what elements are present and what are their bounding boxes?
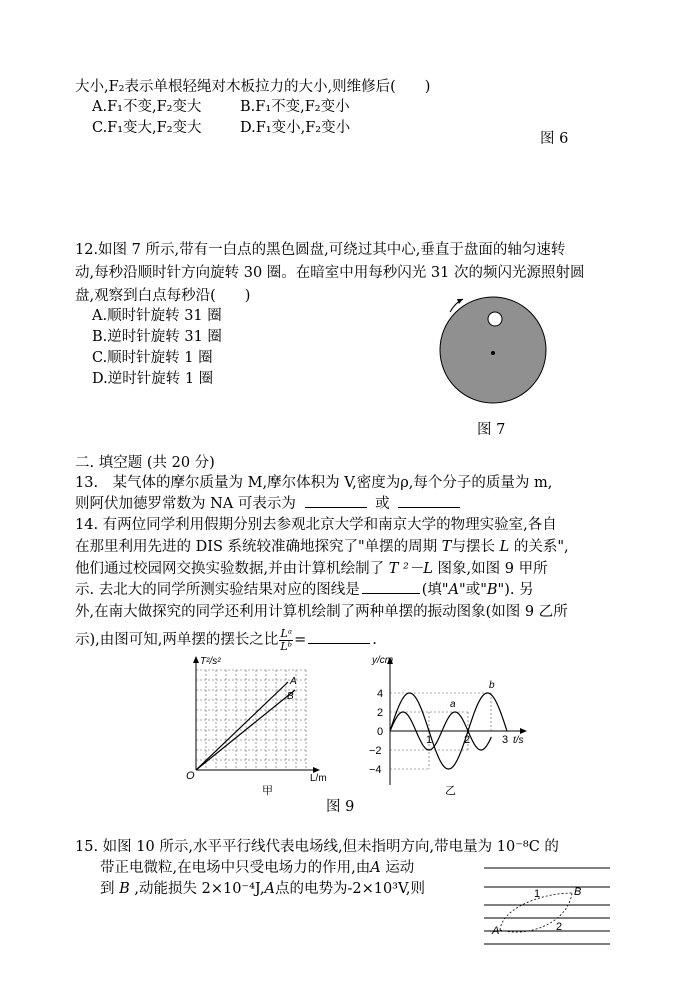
- q14-answer-blank-2[interactable]: [308, 643, 370, 644]
- q11-option-b: B.F₁不变,F₂变小: [240, 99, 350, 115]
- q12-option-c: C.顺时针旋转 1 圈: [92, 350, 213, 366]
- q14-line-6: [75, 628, 377, 652]
- q12-option-d: D.逆时针旋转 1 圈: [92, 371, 214, 387]
- q13-line-1: 13. 某气体的摩尔质量为 M,摩尔体积为 V,密度为ρ,每个分子的质量为 m,: [75, 475, 553, 491]
- q15-line-3: [100, 882, 425, 897]
- q14-text: 图象,如图 9 甲所: [432, 561, 548, 577]
- path-1-label: 1: [534, 888, 541, 900]
- figure-7-disk: [438, 290, 558, 410]
- line-A-label: A: [290, 676, 297, 687]
- q14-text: =: [294, 632, 307, 649]
- q13-answer-blank-2[interactable]: [398, 507, 460, 508]
- q14-text: 在那里利用先进的 DIS 系统较准确地探究了"单摆的周期: [75, 539, 442, 555]
- q14-text: "). 另: [497, 582, 534, 598]
- q11-option-d: D.F₁变小,F₂变小: [240, 120, 351, 136]
- q14-text: 示. 去北大的同学所测实验结果对应的图线是: [75, 582, 360, 598]
- q14-line-5: 外,在南大做探究的同学还利用计算机绘制了两种单摆的振动图象(如图 9 乙所: [75, 604, 568, 620]
- q14-text: "或": [459, 582, 487, 598]
- q14-line-2: [75, 540, 569, 555]
- q14-var-B: B: [486, 582, 498, 598]
- q14-line-4: [75, 583, 534, 598]
- figure-7-caption: 图 7: [477, 422, 506, 438]
- q14-var-A: A: [448, 582, 460, 598]
- figure-9-caption: 图 9: [326, 799, 355, 815]
- q15-text: 运动: [380, 860, 415, 876]
- curve-b-label: b: [489, 680, 495, 691]
- q14-text: 示),由图可知,两单摆的摆长之比: [75, 632, 279, 649]
- y-tick-2: 2: [377, 707, 384, 719]
- q15-var-A: A: [370, 860, 381, 876]
- q15-var-A: A: [264, 881, 275, 897]
- q15-var-B: B: [119, 881, 130, 897]
- right-x-label: t/s: [513, 735, 524, 746]
- left-origin-label: O: [186, 770, 195, 782]
- left-y-label: T²/s²: [200, 656, 221, 667]
- fraction-denominator: Lᵇ: [280, 639, 293, 653]
- y-tick-minus-4: −4: [369, 764, 382, 776]
- q15-line-2: [100, 861, 414, 876]
- q14-var-T: T: [441, 539, 452, 555]
- y-tick-4: 4: [377, 688, 384, 700]
- q14-answer-blank-1[interactable]: [362, 593, 420, 594]
- figure-6-caption: 图 6: [540, 131, 569, 147]
- point-A-label: A: [492, 925, 500, 937]
- center-axis-dot: [491, 351, 495, 355]
- figure-10-field-lines: [480, 860, 615, 952]
- t-tick-2: 2: [464, 734, 471, 746]
- figure-9-right-graph: [365, 655, 530, 800]
- section-2-title: 二. 填空题 (共 20 分): [75, 455, 215, 471]
- y-axis-arrow-icon: [193, 656, 199, 663]
- q12-line-1: 12.如图 7 所示,带有一白点的黑色圆盘,可绕过其中心,垂直于盘面的轴匀速转: [75, 242, 566, 258]
- q15-text: 点的电势为-2×10³V,则: [274, 881, 426, 897]
- q13-text-a: 则阿伏加德罗常数为 NA 可表示为: [75, 496, 296, 512]
- q14-text: .: [372, 632, 377, 649]
- line-A: [196, 682, 288, 770]
- q14-var-T2-L: T ²－L: [388, 561, 433, 577]
- line-B-label: B: [287, 691, 294, 702]
- q14-text: (填": [421, 582, 449, 598]
- q12-option-b: B.逆时针旋转 31 圈: [92, 329, 222, 345]
- t-tick-1: 1: [426, 734, 433, 746]
- q14-line-3: [75, 562, 548, 577]
- q15-text: 到: [100, 881, 120, 897]
- white-dot: [488, 312, 502, 326]
- left-x-label: L/m: [310, 773, 327, 784]
- q15-text: 带正电微粒,在电场中只受电场力的作用,由: [100, 860, 371, 876]
- q13-line-2: [75, 497, 464, 512]
- q13-text-or: 或: [375, 496, 390, 512]
- q12-option-a: A.顺时针旋转 31 圈: [92, 308, 222, 324]
- ratio-fraction: [279, 628, 293, 652]
- q14-text: 他们通过校园网交换实验数据,并由计算机绘制了: [75, 561, 389, 577]
- t-axis-arrow-icon: [520, 728, 527, 734]
- fraction-numerator: Lᵃ: [280, 627, 292, 640]
- arrowhead-icon: [457, 299, 463, 304]
- q14-text: 与摆长: [451, 539, 500, 555]
- left-caption: 甲: [262, 785, 273, 797]
- q14-line-1: 14. 有两位同学利用假期分别去参观北京大学和南京大学的物理实验室,各自: [75, 517, 557, 533]
- right-y-label: y/cm: [372, 655, 394, 666]
- q13-answer-blank-1[interactable]: [305, 507, 367, 508]
- y-tick-minus-2: −2: [369, 745, 382, 757]
- q15-line-1: 15. 如图 10 所示,水平平行线代表电场线,但未指明方向,带电量为 10⁻⁸C 的: [75, 839, 559, 855]
- q11-stem: 大小,F₂表示单根轻绳对木板拉力的大小,则维修后( ): [75, 79, 431, 95]
- q15-text: ,动能损失 2×10⁻⁴J,: [129, 881, 265, 897]
- q12-line-3: 盘,观察到白点每秒沿( ): [75, 288, 251, 304]
- q14-var-L: L: [499, 539, 510, 555]
- figure-9-left-graph: [180, 652, 330, 797]
- right-caption: 乙: [445, 785, 456, 797]
- q12-line-2: 动,每秒沿顺时针方向旋转 30 圈。在暗室中用每秒闪光 31 次的频闪光源照射圆: [75, 265, 585, 281]
- path-2-label: 2: [556, 921, 563, 933]
- q11-option-c: C.F₁变大,F₂变大: [92, 120, 202, 136]
- curve-a-label: a: [450, 699, 456, 710]
- q11-option-a: A.F₁不变,F₂变大: [92, 99, 202, 115]
- point-B-label: B: [574, 886, 582, 898]
- electric-field-lines: [484, 868, 610, 944]
- q14-text: 的关系",: [509, 539, 569, 555]
- y-tick-0: 0: [377, 726, 384, 738]
- t-tick-3: 3: [502, 734, 509, 746]
